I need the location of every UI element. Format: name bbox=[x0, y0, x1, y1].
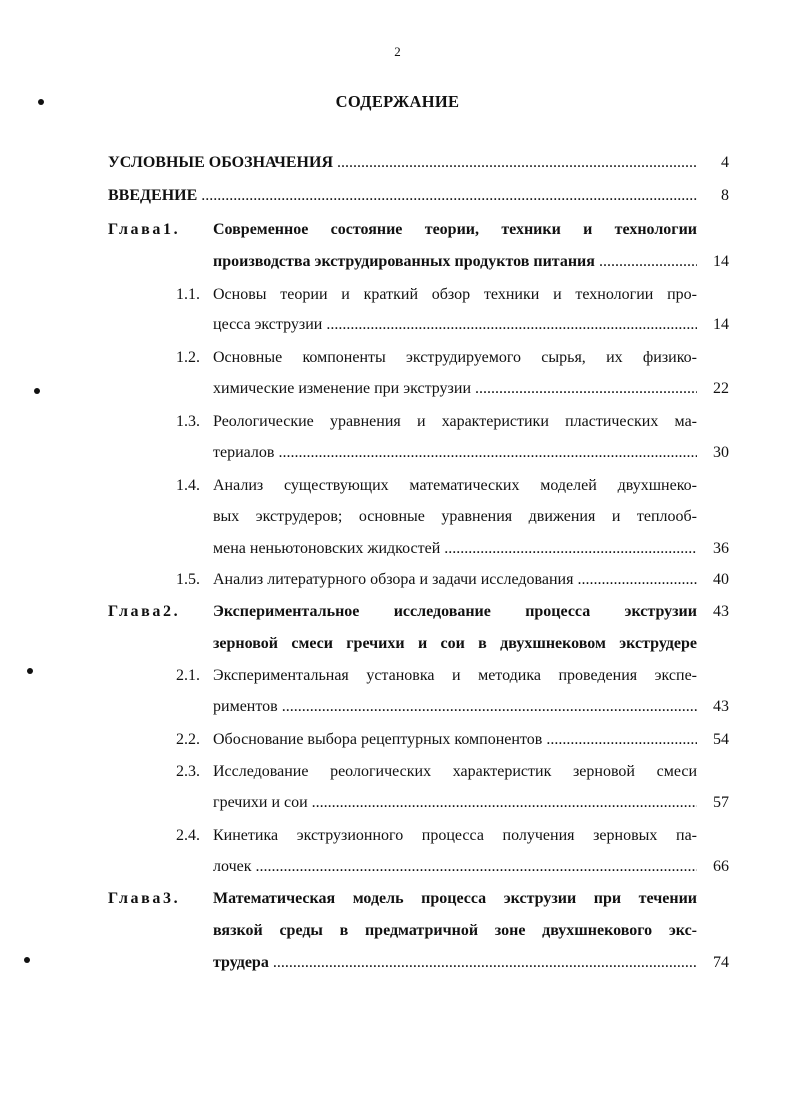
margin-mark bbox=[34, 388, 40, 394]
section-line: цесса экструзии ..... bbox=[213, 316, 697, 334]
section-line: лочек ..... bbox=[213, 858, 697, 876]
section-number: 2.2. bbox=[176, 731, 200, 748]
section-number: 1.2. bbox=[176, 349, 200, 366]
section-line: Основные компоненты экструдируемого сырья, их физико- bbox=[213, 349, 697, 366]
chapter-3-label: Глава3. bbox=[108, 890, 181, 907]
chapter-1-title-line: Современное состояние теории, техники и технологии bbox=[213, 221, 697, 238]
section-line: химические изменение при экструзии ..... bbox=[213, 380, 697, 398]
chapter-1-label: Глава1. bbox=[108, 221, 181, 238]
section-page: 57 bbox=[713, 794, 729, 811]
chapter-3-title-line: трудера ..... bbox=[213, 954, 697, 972]
section-line: риментов ..... bbox=[213, 698, 697, 716]
section-page: 14 bbox=[713, 316, 729, 333]
section-line: Исследование реологических характеристик зерновой смеси bbox=[213, 763, 697, 780]
section-line: мена неньютоновских жидкостей ..... bbox=[213, 540, 697, 558]
chapter-2-label: Глава2. bbox=[108, 603, 181, 620]
section-page: 43 bbox=[713, 698, 729, 715]
section-line: Реологические уравнения и характеристики пластических ма- bbox=[213, 413, 697, 430]
section-page: 30 bbox=[713, 444, 729, 461]
section-line: Обоснование выбора рецептурных компонентов ..... bbox=[213, 731, 697, 749]
margin-mark bbox=[38, 99, 44, 105]
section-line: Анализ литературного обзора и задачи исследования ..... bbox=[213, 571, 697, 589]
section-line: Экспериментальная установка и методика проведения экспе- bbox=[213, 667, 697, 684]
section-number: 1.3. bbox=[176, 413, 200, 430]
section-number: 1.1. bbox=[176, 286, 200, 303]
section-page: 66 bbox=[713, 858, 729, 875]
page-number: 2 bbox=[394, 44, 401, 59]
section-number: 2.1. bbox=[176, 667, 200, 684]
section-number: 1.5. bbox=[176, 571, 200, 588]
section-line: териалов ..... bbox=[213, 444, 697, 462]
section-number: 2.3. bbox=[176, 763, 200, 780]
section-page: 40 bbox=[713, 571, 729, 588]
section-page: 54 bbox=[713, 731, 729, 748]
chapter-2-title-line: Экспериментальное исследование процесса экструзии bbox=[213, 603, 697, 620]
toc-entry-introduction: ВВЕДЕНИЕ ..... bbox=[108, 187, 697, 205]
chapter-2-page: 43 bbox=[713, 603, 729, 620]
margin-mark bbox=[27, 668, 33, 674]
chapter-1-title-line: производства экструдированных продуктов питания ..... bbox=[213, 253, 697, 271]
section-line: Основы теории и краткий обзор техники и технологии про- bbox=[213, 286, 697, 303]
chapter-3-title-line: Математическая модель процесса экструзии при течении bbox=[213, 890, 697, 907]
section-line: Кинетика экструзионного процесса получения зерновых па- bbox=[213, 827, 697, 844]
toc-page-symbols: 4 bbox=[721, 154, 729, 171]
chapter-3-page: 74 bbox=[713, 954, 729, 971]
section-line: Анализ существующих математических моделей двухшнеко- bbox=[213, 477, 697, 494]
section-page: 22 bbox=[713, 380, 729, 397]
chapter-1-page: 14 bbox=[713, 253, 729, 270]
margin-mark bbox=[24, 957, 30, 963]
section-line: гречихи и сои ..... bbox=[213, 794, 697, 812]
chapter-2-title-line: зерновой смеси гречихи и сои в двухшнековом экструдере bbox=[213, 635, 697, 652]
section-line: вых экструдеров; основные уравнения движения и теплооб- bbox=[213, 508, 697, 525]
toc-entry-symbols: УСЛОВНЫЕ ОБОЗНАЧЕНИЯ ..... bbox=[108, 154, 697, 172]
toc-page-introduction: 8 bbox=[721, 187, 729, 204]
section-number: 2.4. bbox=[176, 827, 200, 844]
section-number: 1.4. bbox=[176, 477, 200, 494]
chapter-3-title-line: вязкой среды в предматричной зоне двухшнекового экс- bbox=[213, 922, 697, 939]
page-title: СОДЕРЖАНИЕ bbox=[335, 92, 460, 111]
section-page: 36 bbox=[713, 540, 729, 557]
